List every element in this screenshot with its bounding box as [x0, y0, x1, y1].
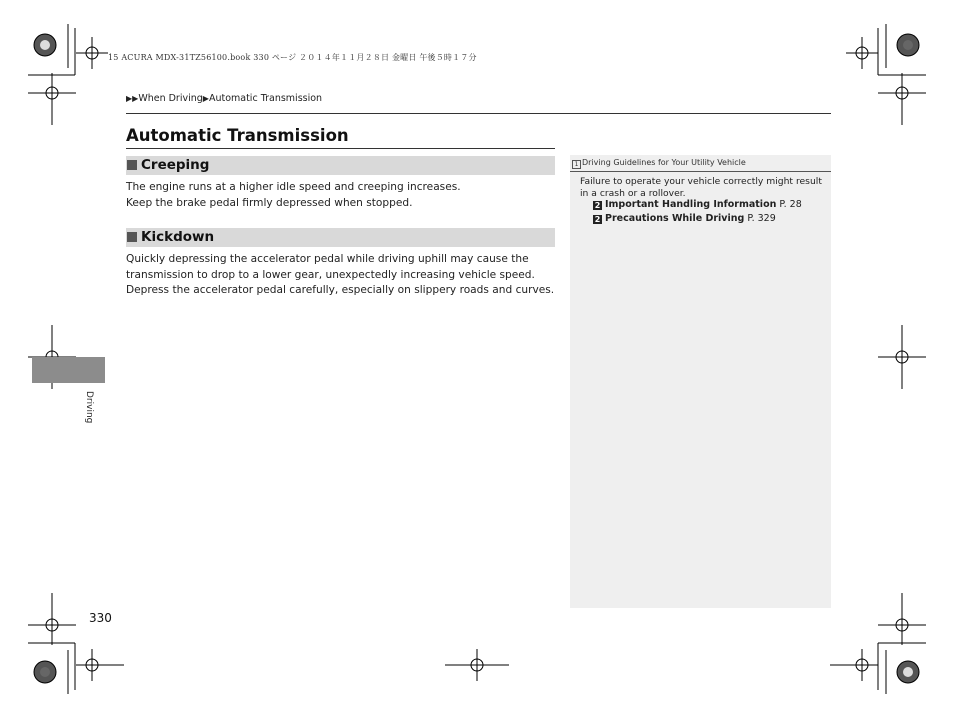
- breadcrumb: [126, 93, 322, 104]
- sidebar-text: Failure to operate your vehicle correctly might result in a crash or a rollover.: [580, 176, 822, 199]
- xref-page: P. 329: [747, 213, 776, 224]
- xref-page: P. 28: [779, 199, 802, 210]
- sidebar-rule: [570, 171, 831, 172]
- breadcrumb-item-automatic-transmission[interactable]: Automatic Transmission: [208, 93, 323, 104]
- section-heading-label: Creeping: [141, 157, 210, 173]
- creeping-body: [126, 180, 558, 211]
- page-title: Automatic Transmission: [126, 126, 349, 145]
- xref-precautions-while-driving[interactable]: [593, 213, 776, 224]
- xref-title: Important Handling Information: [605, 199, 777, 210]
- cross-reference-arrow-icon: 2: [594, 201, 601, 210]
- creeping-line-1: The engine runs at a higher idle speed and creeping increases.: [126, 181, 461, 193]
- sidebar-heading: [572, 158, 746, 169]
- breadcrumb-separator: ▶: [202, 94, 209, 103]
- square-bullet-icon: [127, 160, 137, 170]
- breadcrumb-item-when-driving[interactable]: When Driving: [138, 93, 203, 104]
- section-heading-creeping: [126, 156, 555, 175]
- cross-reference-arrow-icon: 2: [594, 215, 601, 224]
- section-heading-kickdown: [126, 228, 555, 247]
- book-header: 15 ACURA MDX-31TZ56100.book 330 ページ ２０１４年１１月２８日 金曜日 午後５時１７分: [108, 53, 477, 62]
- chapter-tab-label: Driving: [84, 391, 94, 424]
- kickdown-text: Quickly depressing the accelerator pedal while driving uphill may cause the transmission to drop to a lower gear, unexpectedly increasing vehicle speed. Depress the accelerator pedal carefully, especially on slippery roads and curves.: [126, 253, 555, 296]
- header-rule: [126, 113, 831, 114]
- section-heading-label: Kickdown: [141, 229, 215, 245]
- title-rule: [126, 148, 555, 149]
- breadcrumb-arrows: ▶▶: [126, 94, 139, 103]
- chapter-tab[interactable]: [32, 357, 105, 383]
- square-bullet-icon: [127, 232, 137, 242]
- page-number: 330: [89, 611, 112, 625]
- creeping-line-2: Keep the brake pedal firmly depressed when stopped.: [126, 196, 413, 209]
- kickdown-body: [126, 252, 558, 299]
- xref-important-handling[interactable]: [593, 199, 802, 210]
- reference-mark-icon: 1: [572, 160, 581, 169]
- sidebar-note: [570, 155, 831, 608]
- sidebar-heading-text: Driving Guidelines for Your Utility Vehicle: [582, 158, 746, 167]
- xref-title: Precautions While Driving: [605, 213, 745, 224]
